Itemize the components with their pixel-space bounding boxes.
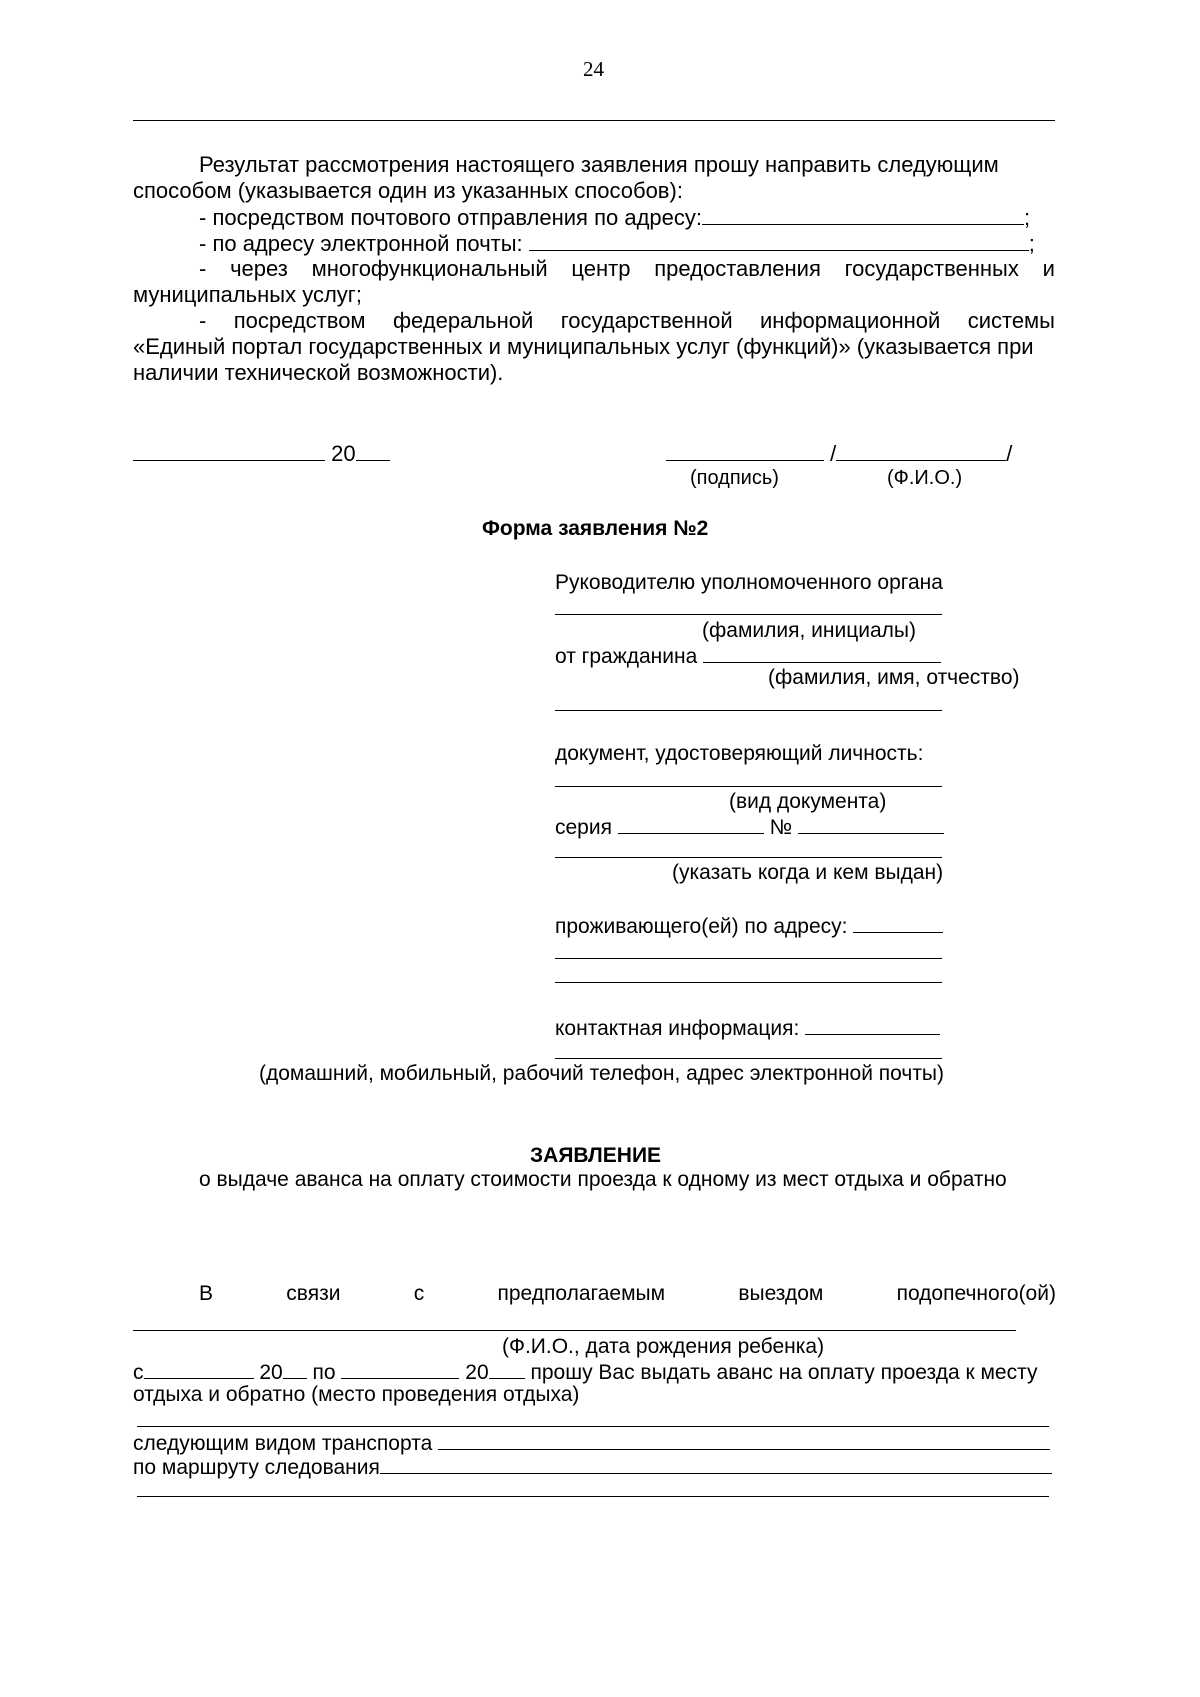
mfc-word: и bbox=[1042, 256, 1055, 281]
portal-word: федеральной bbox=[392, 308, 534, 333]
year-20-a: 20 bbox=[259, 1361, 283, 1384]
signature-caption: (подпись) bbox=[690, 467, 779, 489]
series-field[interactable] bbox=[618, 813, 764, 834]
application-heading: ЗАЯВЛЕНИЕ bbox=[530, 1144, 662, 1167]
option-post-semicolon: ; bbox=[1024, 205, 1031, 230]
request-line2: отдыха и обратно (место проведения отдыха) bbox=[133, 1383, 580, 1406]
place-field[interactable] bbox=[137, 1426, 1049, 1427]
contact-field-2[interactable] bbox=[555, 1058, 942, 1059]
slash-2: / bbox=[1006, 441, 1013, 466]
option-email bbox=[199, 230, 1035, 257]
intro-word: выездом bbox=[738, 1282, 824, 1305]
doc-number-field[interactable] bbox=[798, 813, 944, 834]
page-number: 24 bbox=[583, 57, 604, 81]
option-mfc-line1 bbox=[199, 256, 1055, 282]
form2-title: Форма заявления №2 bbox=[482, 517, 709, 540]
doc-type-caption: (вид документа) bbox=[729, 790, 887, 813]
application-subheading: о выдаче аванса на оплату стоимости проезда к одному из мест отдыха и обратно bbox=[199, 1168, 1007, 1191]
mfc-word: через bbox=[230, 256, 288, 281]
portal-word: системы bbox=[967, 308, 1055, 333]
residing-label: проживающего(ей) по адресу: bbox=[555, 915, 848, 938]
transport-label: следующим видом транспорта bbox=[133, 1432, 433, 1455]
full-name-caption: (фамилия, имя, отчество) bbox=[768, 666, 1020, 689]
delivery-intro-line2: способом (указывается один из указанных способов): bbox=[133, 178, 683, 203]
contact-label: контактная информация: bbox=[555, 1017, 800, 1040]
date-field[interactable] bbox=[133, 440, 325, 461]
from-prefix: с bbox=[133, 1361, 144, 1384]
child-caption: (Ф.И.О., дата рождения ребенка) bbox=[502, 1335, 825, 1358]
post-address-field[interactable] bbox=[702, 204, 1024, 225]
transport-field[interactable] bbox=[438, 1429, 1050, 1450]
address-field[interactable] bbox=[853, 912, 943, 933]
year-20-b: 20 bbox=[465, 1361, 489, 1384]
issued-field[interactable] bbox=[555, 857, 942, 858]
date-line bbox=[133, 440, 390, 467]
address-field-2[interactable] bbox=[555, 958, 942, 959]
intro-word: связи bbox=[286, 1282, 341, 1305]
intro-word: с bbox=[413, 1282, 425, 1305]
citizen-name-field[interactable] bbox=[703, 642, 941, 663]
fio-caption: (Ф.И.О.) bbox=[887, 467, 963, 489]
intro-word: подопечного(ой) bbox=[896, 1282, 1056, 1305]
address-field-3[interactable] bbox=[555, 982, 942, 983]
option-mfc-line2: муниципальных услуг; bbox=[133, 282, 362, 307]
mfc-word: государственных bbox=[844, 256, 1019, 281]
portal-word: посредством bbox=[233, 308, 366, 333]
option-portal-line3: наличии технической возможности). bbox=[133, 360, 504, 385]
intro-word: В bbox=[199, 1282, 214, 1305]
slash-1: / bbox=[830, 441, 837, 466]
option-email-label: - по адресу электронной почты: bbox=[199, 231, 523, 256]
portal-word: государственной bbox=[560, 308, 733, 333]
series-label: серия bbox=[555, 816, 612, 839]
request-text: прошу Вас выдать аванс на оплату проезда к месту bbox=[530, 1361, 1038, 1384]
email-field[interactable] bbox=[529, 230, 1029, 251]
year-prefix: 20 bbox=[331, 441, 356, 466]
route-field-2[interactable] bbox=[137, 1496, 1049, 1497]
id-document-label: документ, удостоверяющий личность: bbox=[555, 742, 924, 765]
mfc-word: - bbox=[199, 256, 207, 281]
header-rule bbox=[133, 120, 1055, 121]
option-portal-line1 bbox=[199, 308, 1055, 334]
addressee-field[interactable] bbox=[555, 614, 942, 615]
year-to-field[interactable] bbox=[489, 1358, 525, 1379]
date-from-field[interactable] bbox=[144, 1358, 254, 1379]
from-citizen-label: от гражданина bbox=[555, 645, 698, 668]
mfc-word: многофункциональный bbox=[311, 256, 548, 281]
year-field[interactable] bbox=[356, 440, 390, 461]
date-to-field[interactable] bbox=[341, 1358, 459, 1379]
citizen-name-field-2[interactable] bbox=[555, 710, 942, 711]
application-intro bbox=[199, 1281, 1056, 1307]
addressee-label: Руководителю уполномоченного органа bbox=[555, 571, 943, 594]
series-line bbox=[555, 813, 944, 841]
year-from-field[interactable] bbox=[283, 1358, 307, 1379]
signature-field[interactable] bbox=[666, 440, 824, 461]
option-email-semicolon: ; bbox=[1028, 231, 1035, 256]
option-portal-line2: «Единый портал государственных и муниципальных услуг (функций)» (указывается при bbox=[133, 334, 1034, 359]
portal-word: - bbox=[199, 308, 207, 333]
mfc-word: предоставления bbox=[654, 256, 821, 281]
option-post bbox=[199, 204, 1030, 231]
issued-caption: (указать когда и кем выдан) bbox=[672, 861, 944, 884]
number-sign: № bbox=[769, 816, 793, 839]
mfc-word: центр bbox=[571, 256, 631, 281]
route-label: по маршруту следования bbox=[133, 1456, 380, 1479]
child-field[interactable] bbox=[133, 1330, 1016, 1331]
contact-field[interactable] bbox=[805, 1014, 940, 1035]
route-field[interactable] bbox=[380, 1453, 1052, 1474]
to-word: по bbox=[312, 1361, 336, 1384]
contact-caption: (домашний, мобильный, рабочий телефон, адрес электронной почты) bbox=[259, 1062, 945, 1085]
portal-word: информационной bbox=[760, 308, 941, 333]
contact-line bbox=[555, 1014, 940, 1042]
id-document-field[interactable] bbox=[555, 786, 942, 787]
option-post-label: - посредством почтового отправления по адресу: bbox=[199, 205, 703, 230]
residing-line bbox=[555, 912, 943, 940]
fio-field[interactable] bbox=[836, 440, 1006, 461]
initials-caption: (фамилия, инициалы) bbox=[702, 619, 916, 642]
route-line bbox=[133, 1453, 1052, 1481]
delivery-intro-line1: Результат рассмотрения настоящего заявления прошу направить следующим bbox=[199, 152, 999, 177]
signature-line bbox=[666, 440, 1012, 467]
intro-word: предполагаемым bbox=[497, 1282, 666, 1305]
